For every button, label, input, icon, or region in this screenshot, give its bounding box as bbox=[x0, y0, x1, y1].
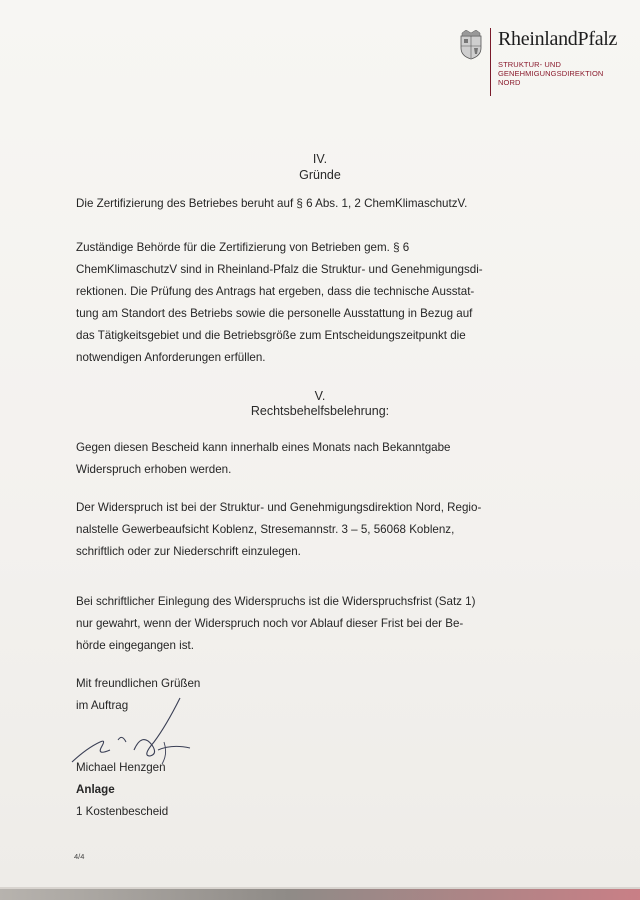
text-line: Gegen diesen Bescheid kann innerhalb eines Monats nach Bekanntgabe bbox=[76, 441, 451, 454]
anlage-item: 1 Kostenbescheid bbox=[76, 805, 169, 818]
logo-wordmark: RheinlandPfalz bbox=[498, 28, 618, 50]
section-number-iv: IV. bbox=[312, 152, 328, 166]
closing-greeting: Mit freundlichen Grüßen bbox=[76, 677, 201, 690]
footer-scan-edge bbox=[0, 887, 640, 900]
logo-subtitle bbox=[498, 60, 603, 87]
im-auftrag: im Auftrag bbox=[76, 699, 129, 712]
text-line: tung am Standort des Betriebs sowie die personelle Ausstattung in Bezug auf bbox=[76, 307, 473, 320]
signer-name: Michael Henzgen bbox=[76, 761, 166, 774]
paragraph-written-objection bbox=[76, 591, 554, 657]
section-title-gruende: Gründe bbox=[299, 168, 341, 182]
text-line: hörde eingegangen ist. bbox=[76, 639, 194, 652]
logo-subtitle-line: NORD bbox=[498, 78, 521, 87]
text-line: schriftlich oder zur Niederschrift einzulegen. bbox=[76, 545, 301, 558]
section-number-v: V. bbox=[314, 389, 326, 403]
coat-of-arms-icon bbox=[458, 30, 484, 60]
text-line: ChemKlimaschutzV sind in Rheinland-Pfalz die Struktur- und Genehmigungsdi- bbox=[76, 263, 483, 276]
rlp-logo bbox=[458, 28, 633, 100]
anlage-label: Anlage bbox=[76, 783, 115, 796]
text-line: Zuständige Behörde für die Zertifizierung von Betrieben gem. § 6 bbox=[76, 241, 410, 254]
text-line: Widerspruch erhoben werden. bbox=[76, 463, 232, 476]
section-title-rechtsbehelf: Rechtsbehelfsbelehrung: bbox=[250, 404, 390, 418]
text-line: rektionen. Die Prüfung des Antrags hat ergeben, dass die technische Ausstat- bbox=[76, 285, 475, 298]
text-line: das Tätigkeitsgebiet und die Betriebsgröße zum Entscheidungszeitpunkt die bbox=[76, 329, 466, 342]
text-line: nalstelle Gewerbeaufsicht Koblenz, Stresemannstr. 3 – 5, 56068 Koblenz, bbox=[76, 523, 455, 536]
paragraph-objection-address bbox=[76, 497, 554, 563]
text-line: notwendigen Anforderungen erfüllen. bbox=[76, 351, 266, 364]
text-line: Die Zertifizierung des Betriebes beruht auf § 6 Abs. 1, 2 ChemKlimaschutzV. bbox=[76, 197, 468, 210]
logo-divider bbox=[490, 28, 491, 96]
paragraph-objection-period bbox=[76, 437, 554, 481]
signature-block bbox=[76, 757, 554, 823]
logo-subtitle-line: STRUKTUR- UND bbox=[498, 60, 561, 69]
text-line: Der Widerspruch ist bei der Struktur- und Genehmigungsdirektion Nord, Regio- bbox=[76, 501, 482, 514]
logo-subtitle-line: GENEHMIGUNGSDIREKTION bbox=[498, 69, 604, 78]
text-line: nur gewahrt, wenn der Widerspruch noch vor Ablauf dieser Frist bei der Be- bbox=[76, 617, 464, 630]
paragraph-competent-authority bbox=[76, 237, 554, 369]
page-number: 4/4 bbox=[74, 852, 85, 861]
paragraph-legal-basis bbox=[76, 193, 554, 215]
text-line: Bei schriftlicher Einlegung des Widerspruchs ist die Widerspruchsfrist (Satz 1) bbox=[76, 595, 476, 608]
